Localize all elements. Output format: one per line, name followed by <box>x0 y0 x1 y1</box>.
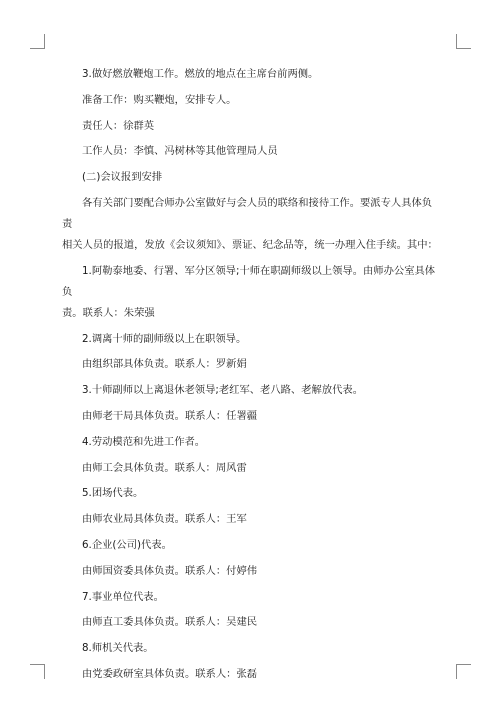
paragraph-line: 由师工会具体负责。联系人：周风雷 <box>82 461 247 474</box>
document-paragraph <box>62 329 442 350</box>
document-paragraph <box>62 141 442 162</box>
crop-mark-top-right <box>456 34 471 49</box>
paragraph-line: 准备工作：购买鞭炮，安排专人。 <box>82 93 237 106</box>
document-paragraph <box>62 193 442 256</box>
paragraph-line: 由组织部具体负责。联系人：罗新娟 <box>82 358 247 371</box>
paragraph-line: 3.十师副师以上离退休老领导;老红军、老八路、老解放代表。 <box>82 384 364 397</box>
document-paragraph <box>62 167 442 188</box>
paragraph-line: 由师直工委具体负责。联系人：吴建民 <box>82 616 258 629</box>
document-paragraph <box>62 380 442 401</box>
document-paragraph <box>62 638 442 659</box>
paragraph-line: 责。联系人：朱荣强 <box>62 306 155 319</box>
document-paragraph <box>62 587 442 608</box>
document-paragraph <box>62 561 442 582</box>
paragraph-line: 1.阿勒泰地委、行署、军分区领导;十师在职副师级以上领导。由师办公室具体负 <box>62 264 436 298</box>
document-paragraph <box>62 509 442 530</box>
document-paragraph <box>62 612 442 633</box>
paragraph-line: 由师老干局具体负责。联系人：任署疆 <box>82 409 258 422</box>
paragraph-line: 4.劳动模范和先进工作者。 <box>82 435 206 448</box>
paragraph-line: 工作人员：李慎、冯树林等其他管理局人员 <box>82 145 278 158</box>
paragraph-line: 相关人员的报道，发放《会议须知》、票证、纪念品等，统一办理入住手续。其中： <box>62 238 438 251</box>
document-paragraph <box>62 354 442 375</box>
document-paragraph <box>62 483 442 504</box>
crop-mark-bottom-left <box>30 664 45 679</box>
paragraph-line: 8.师机关代表。 <box>82 642 154 655</box>
paragraph-line: 6.企业(公司)代表。 <box>82 538 172 551</box>
document-paragraph <box>62 664 442 685</box>
crop-mark-top-left <box>30 34 45 49</box>
paragraph-line: 7.事业单位代表。 <box>82 590 164 603</box>
paragraph-line: 由师国资委具体负责。联系人：付婷伟 <box>82 564 258 577</box>
document-paragraph <box>62 90 442 111</box>
document-paragraph <box>62 432 442 453</box>
paragraph-line: (二)会议报到安排 <box>82 171 163 184</box>
paragraph-line: 由党委政研室具体负责。联系人：张磊 <box>82 667 258 680</box>
paragraph-line: 5.团场代表。 <box>82 487 144 500</box>
document-paragraph <box>62 535 442 556</box>
paragraph-line: 2.调离十师的副师级以上在职领导。 <box>82 332 247 345</box>
paragraph-line: 3.做好燃放鞭炮工作。燃放的地点在主席台前两侧。 <box>82 68 319 80</box>
document-body <box>62 64 442 690</box>
document-paragraph <box>62 458 442 479</box>
paragraph-line: 责任人：徐群英 <box>82 119 155 132</box>
crop-mark-bottom-right <box>456 664 471 679</box>
document-paragraph <box>62 261 442 324</box>
paragraph-line: 由师农业局具体负责。联系人：王军 <box>82 513 247 526</box>
document-paragraph <box>62 406 442 427</box>
paragraph-line: 各有关部门要配合师办公室做好与会人员的联络和接待工作。要派专人具体负责 <box>62 196 433 230</box>
document-paragraph <box>62 64 442 85</box>
document-paragraph <box>62 116 442 137</box>
